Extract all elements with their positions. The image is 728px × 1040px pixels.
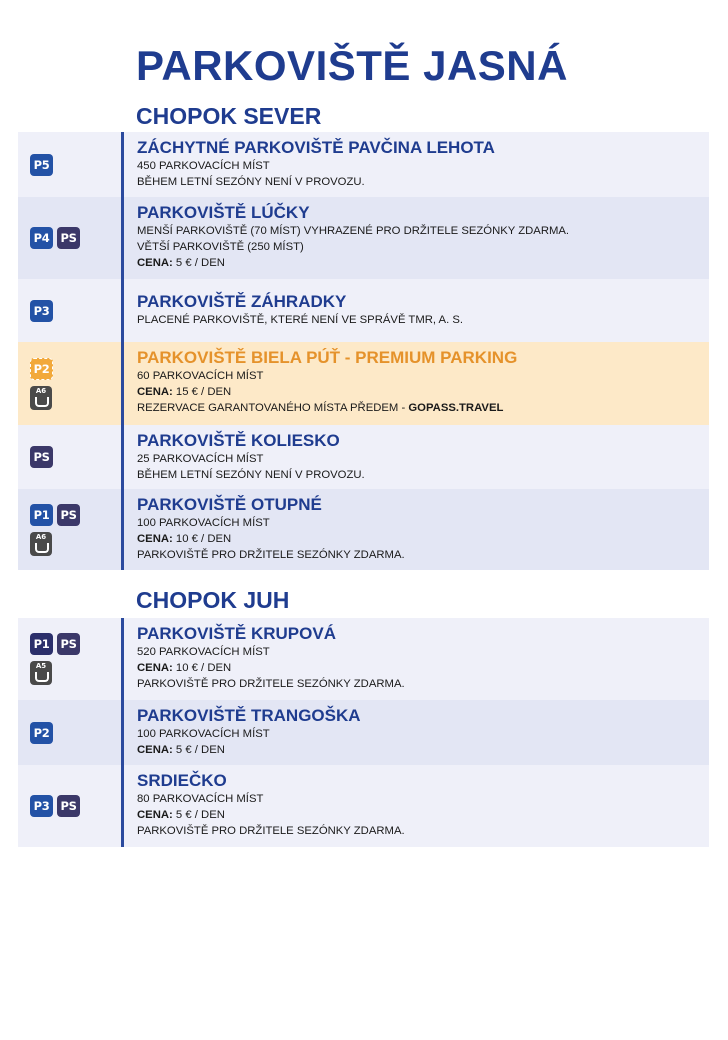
parking-name: ZÁCHYTNÉ PARKOVIŠTĚ PAVČINA LEHOTA bbox=[137, 138, 495, 157]
parking-p2-icon: P2 bbox=[30, 722, 53, 744]
price-label: CENA: bbox=[137, 744, 173, 756]
parking-capacity: 100 PARKOVACÍCH MÍST bbox=[137, 517, 270, 529]
parking-p5-icon: P5 bbox=[30, 154, 53, 176]
parking-price bbox=[137, 384, 701, 400]
parking-capacity: VĚTŠÍ PARKOVIŠTĚ (250 MÍST) bbox=[137, 241, 304, 253]
price-label: CENA: bbox=[137, 386, 173, 398]
parking-capacity: 450 PARKOVACÍCH MÍST bbox=[137, 160, 270, 172]
parking-p1-icon: P1 bbox=[30, 504, 53, 526]
chairlift-a6-icon bbox=[30, 532, 52, 556]
parking-name: SRDIEČKO bbox=[137, 771, 227, 790]
price-value: 10 € / DEN bbox=[175, 533, 232, 545]
price-value: 5 € / DEN bbox=[175, 809, 225, 821]
parking-capacity: 520 PARKOVACÍCH MÍST bbox=[137, 646, 270, 658]
parking-p3-icon: P3 bbox=[30, 300, 53, 322]
parking-p2-premium-icon: P2 bbox=[30, 358, 53, 380]
parking-name: PARKOVIŠTĚ TRANGOŠKA bbox=[137, 706, 361, 725]
price-value: 15 € / DEN bbox=[175, 386, 232, 398]
parking-capacity: 100 PARKOVACÍCH MÍST bbox=[137, 728, 270, 740]
parking-ps-icon: PS bbox=[57, 227, 80, 249]
parking-name: PARKOVIŠTĚ KRUPOVÁ bbox=[137, 624, 336, 643]
price-value: 5 € / DEN bbox=[175, 744, 225, 756]
section-divider-line bbox=[121, 618, 124, 847]
parking-note: PARKOVIŠTĚ PRO DRŽITELE SEZÓNKY ZDARMA. bbox=[137, 549, 405, 561]
parking-ps-icon: PS bbox=[57, 504, 80, 526]
parking-ps-icon: PS bbox=[30, 446, 53, 468]
row-icons bbox=[30, 765, 116, 847]
row-icons bbox=[30, 279, 116, 342]
row-icons bbox=[30, 425, 116, 489]
section-divider-line bbox=[121, 132, 124, 570]
parking-capacity: 60 PARKOVACÍCH MÍST bbox=[137, 370, 264, 382]
row-icons bbox=[30, 197, 116, 279]
section-sever bbox=[18, 132, 709, 570]
reservation-text: REZERVACE GARANTOVANÉHO MÍSTA PŘEDEM - bbox=[137, 402, 409, 414]
lift-code: A5 bbox=[35, 662, 47, 670]
lift-code: A6 bbox=[35, 386, 47, 395]
chairlift-a5-icon bbox=[30, 661, 52, 685]
parking-name: PARKOVIŠTĚ BIELA PÚŤ - PREMIUM PARKING bbox=[137, 348, 518, 367]
row-icons bbox=[30, 489, 116, 570]
parking-ps-icon: PS bbox=[57, 795, 80, 817]
parking-name: PARKOVIŠTĚ LÚČKY bbox=[137, 203, 310, 222]
price-value: 10 € / DEN bbox=[175, 662, 232, 674]
parking-p4-icon: P4 bbox=[30, 227, 53, 249]
parking-capacity: 25 PARKOVACÍCH MÍST bbox=[137, 453, 264, 465]
parking-note: PLACENÉ PARKOVIŠTĚ, KTERÉ NENÍ VE SPRÁVĚ TMR, A. S. bbox=[137, 314, 464, 326]
parking-price bbox=[137, 807, 701, 823]
parking-capacity: 80 PARKOVACÍCH MÍST bbox=[137, 793, 264, 805]
parking-price bbox=[137, 660, 701, 676]
price-label: CENA: bbox=[137, 662, 173, 674]
reservation-note bbox=[137, 400, 701, 416]
parking-note: BĚHEM LETNÍ SEZÓNY NENÍ V PROVOZU. bbox=[137, 469, 365, 481]
section-juh bbox=[18, 618, 709, 847]
gopass-link[interactable]: GOPASS.TRAVEL bbox=[408, 402, 504, 414]
parking-name: PARKOVIŠTĚ KOLIESKO bbox=[137, 431, 340, 450]
parking-p3-icon: P3 bbox=[30, 795, 53, 817]
section-title-juh: CHOPOK JUH bbox=[136, 587, 290, 613]
parking-note: BĚHEM LETNÍ SEZÓNY NENÍ V PROVOZU. bbox=[137, 176, 365, 188]
parking-p1-icon: P1 bbox=[30, 633, 53, 655]
parking-name: PARKOVIŠTĚ ZÁHRADKY bbox=[137, 292, 347, 311]
parking-price bbox=[137, 742, 701, 758]
price-label: CENA: bbox=[137, 257, 173, 269]
section-title-sever: CHOPOK SEVER bbox=[136, 103, 322, 129]
price-label: CENA: bbox=[137, 533, 173, 545]
row-icons bbox=[30, 700, 116, 765]
parking-name: PARKOVIŠTĚ OTUPNÉ bbox=[137, 495, 322, 514]
parking-note: PARKOVIŠTĚ PRO DRŽITELE SEZÓNKY ZDARMA. bbox=[137, 825, 405, 837]
parking-note: PARKOVIŠTĚ PRO DRŽITELE SEZÓNKY ZDARMA. bbox=[137, 678, 405, 690]
price-value: 5 € / DEN bbox=[175, 257, 225, 269]
lift-code: A6 bbox=[35, 532, 47, 541]
parking-price bbox=[137, 255, 701, 271]
parking-ps-icon: PS bbox=[57, 633, 80, 655]
row-icons bbox=[30, 342, 116, 425]
page-title: PARKOVIŠTĚ JASNÁ bbox=[136, 42, 568, 89]
price-label: CENA: bbox=[137, 809, 173, 821]
parking-price bbox=[137, 531, 701, 547]
row-icons bbox=[30, 618, 116, 700]
parking-note: MENŠÍ PARKOVIŠTĚ (70 MÍST) VYHRAZENÉ PRO DRŽITELE SEZÓNKY ZDARMA. bbox=[137, 225, 570, 237]
row-icons bbox=[30, 132, 116, 197]
chairlift-a6-icon bbox=[30, 386, 52, 410]
